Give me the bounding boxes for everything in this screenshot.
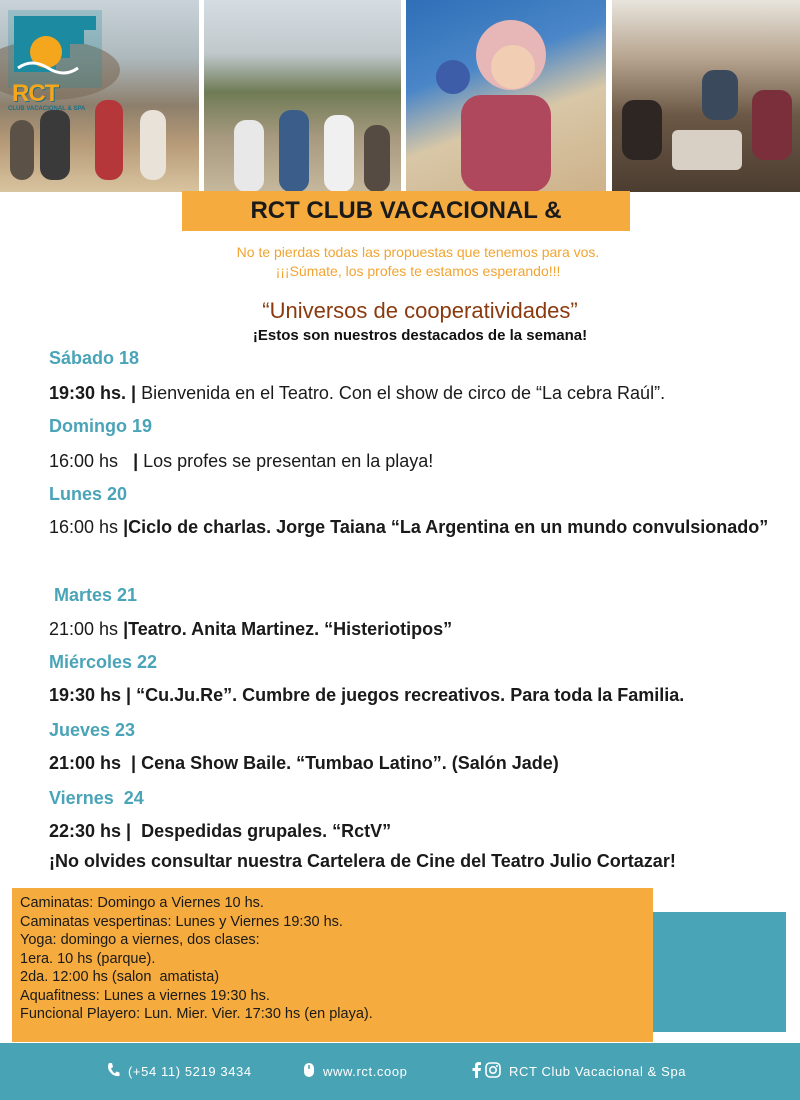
quote-title: “Universos de cooperatividades” (262, 298, 578, 323)
mouse-icon (303, 1062, 315, 1081)
phone-icon (106, 1062, 120, 1081)
day-heading-thursday: Jueves 23 (49, 720, 136, 740)
day-heading-monday: Lunes 20 (49, 484, 128, 504)
cinema-reminder: ¡No olvides consultar nuestra Cartelera de Cine del Teatro Julio Cortazar! (49, 851, 676, 871)
footer-website[interactable] (303, 1043, 408, 1100)
footer-social[interactable] (472, 1043, 686, 1100)
event-description: Bienvenida en el Teatro. Con el show de circo de “La cebra Raúl”. (136, 383, 666, 403)
intro-text (0, 243, 800, 281)
instagram-icon[interactable] (485, 1062, 501, 1081)
day-heading-tuesday: Martes 21 (49, 585, 138, 605)
event-sunday (49, 444, 779, 478)
activity-line: 1era. 10 hs (parque). (20, 950, 156, 967)
title-banner (182, 191, 630, 231)
page-title: RCT CLUB VACACIONAL & (250, 197, 562, 224)
activity-line: Caminatas: Domingo a Viernes 10 hs. (20, 895, 264, 911)
event-thursday: 21:00 hs | Cena Show Baile. “Tumbao Latino”. (Salón Jade) (49, 753, 559, 773)
activity-line: 2da. 12:00 hs (salon amatista) (20, 969, 220, 985)
event-wednesday: 19:30 hs | “Cu.Ju.Re”. Cumbre de juegos recreativos. Para toda la Familia. (49, 685, 685, 705)
event-description: Los profes se presentan en la playa! (138, 451, 434, 471)
event-description: |Teatro. Anita Martinez. “Histeriotipos” (123, 619, 453, 639)
event-monday (49, 510, 779, 544)
activity-line: Funcional Playero: Lun. Mier. Vier. 17:30 hs (en playa). (20, 1006, 373, 1022)
event-tuesday (49, 612, 779, 646)
photo-indoor-games (612, 0, 800, 192)
footer-phone[interactable] (106, 1043, 252, 1100)
decorative-teal-block (653, 912, 786, 1032)
event-saturday (49, 376, 779, 410)
event-time: 21:00 hs (49, 619, 124, 639)
photo-child-beach (406, 0, 606, 192)
event-time: 16:00 hs (49, 451, 134, 471)
intro-line-1: No te pierdas todas las propuestas que tenemos para vos. (236, 244, 600, 260)
facebook-icon[interactable] (472, 1062, 481, 1081)
day-heading-friday: Viernes 24 (49, 788, 144, 808)
event-description: |Ciclo de charlas. Jorge Taiana “La Argentina en un mundo convulsionado” (123, 517, 769, 537)
activity-line: Yoga: domingo a viernes, dos clases: (20, 932, 260, 948)
event-separator: | (133, 451, 139, 471)
event-time: 16:00 hs (49, 517, 124, 537)
day-heading-wednesday: Miércoles 22 (49, 652, 158, 672)
logo-subtitle: CLUB VACACIONAL & SPA (8, 106, 86, 112)
website-url: www.rct.coop (323, 1064, 408, 1079)
event-friday: 22:30 hs | Despedidas grupales. “RctV” (49, 821, 392, 841)
activity-line: Aquafitness: Lunes a viernes 19:30 hs. (20, 987, 270, 1004)
subheading: ¡Estos son nuestros destacados de la semana! (252, 327, 588, 344)
event-time: 19:30 hs. | (49, 383, 137, 403)
day-heading-saturday: Sábado 18 (49, 348, 140, 368)
activities-box (12, 888, 653, 1042)
logo-text: RCT (12, 80, 59, 107)
intro-line-2: ¡¡¡Súmate, los profes te estamos esperando!!! (275, 263, 561, 279)
day-heading-sunday: Domingo 19 (49, 416, 153, 436)
social-handle: RCT Club Vacacional & Spa (509, 1064, 687, 1079)
activity-line: Caminatas vespertinas: Lunes y Viernes 19:30 hs. (20, 913, 343, 930)
photo-outdoor-group (204, 0, 401, 192)
phone-number: (+54 11) 5219 3434 (128, 1064, 252, 1079)
footer (0, 1043, 800, 1100)
